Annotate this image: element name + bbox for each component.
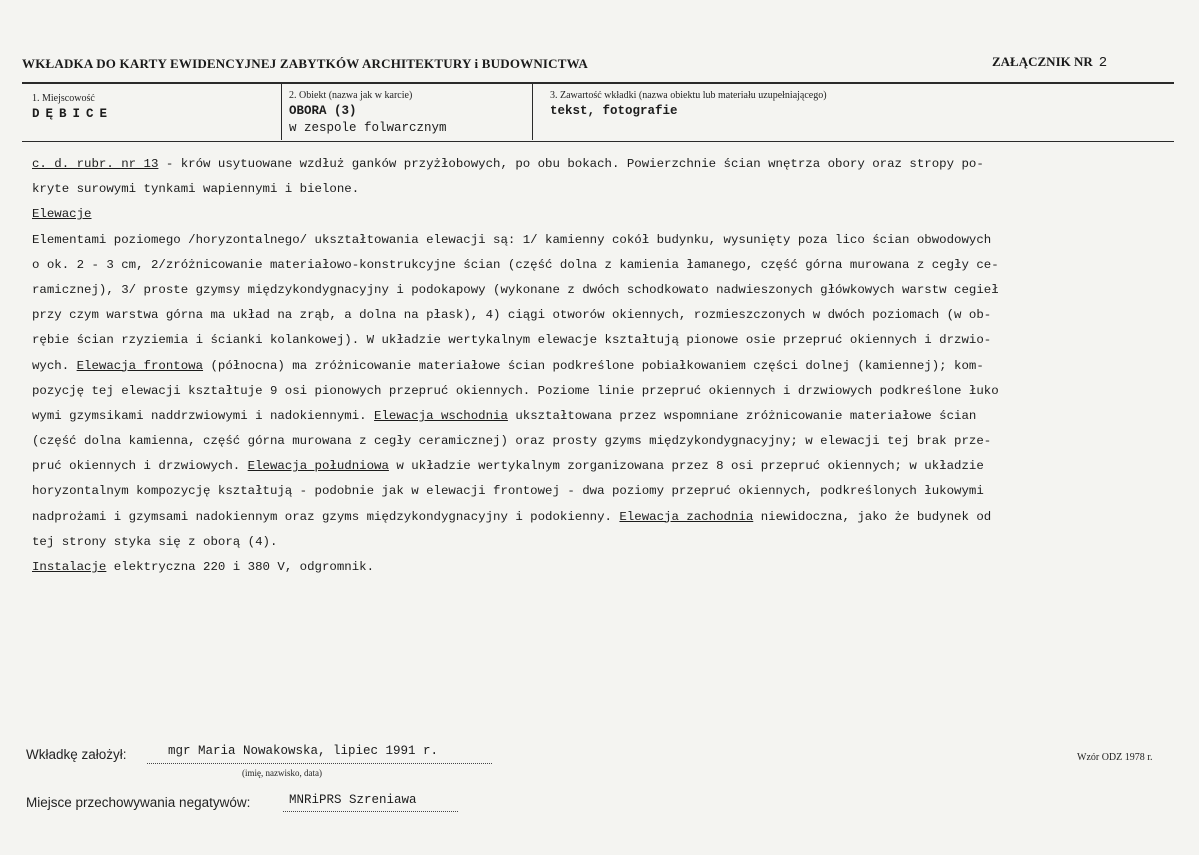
text-line bbox=[32, 253, 1182, 278]
text-segment: wymi gzymsikami naddrzwiowymi i nadokiennymi. bbox=[32, 408, 375, 423]
text-segment: tej strony styka się z oborą (4). bbox=[32, 534, 278, 549]
field-divider-1 bbox=[281, 84, 282, 140]
founder-label: Wkładkę założył: bbox=[26, 747, 127, 762]
negatives-label: Miejsce przechowywania negatywów: bbox=[26, 795, 251, 810]
document-title: WKŁADKA DO KARTY EWIDENCYJNEJ ZABYTKÓW ARCHITEKTURY i BUDOWNICTWA bbox=[22, 56, 588, 71]
locality-value: DĘBICE bbox=[32, 107, 114, 121]
locality-label: 1. Miejscowość bbox=[32, 93, 95, 104]
section-heading: Elewacja frontowa bbox=[76, 358, 204, 373]
contents-label: 3. Zawartość wkładki (nazwa obiektu lub materiału uzupełniającego) bbox=[550, 90, 827, 101]
annex-number: 2 bbox=[1098, 55, 1108, 71]
fields-rule bbox=[22, 141, 1174, 142]
object-value-line1: OBORA (3) bbox=[289, 104, 357, 118]
founder-dotted-line bbox=[147, 763, 492, 764]
object-value-line2: w zespole folwarcznym bbox=[289, 121, 447, 135]
text-segment: kryte surowymi tynkami wapiennymi i bielone. bbox=[32, 182, 360, 197]
text-line bbox=[32, 152, 1182, 177]
text-line bbox=[32, 379, 1182, 404]
section-heading: Elewacje bbox=[32, 207, 92, 222]
section-heading: Instalacje bbox=[32, 560, 107, 574]
text-segment: elektryczna 220 i 380 V, odgromnik. bbox=[106, 560, 375, 574]
text-segment: nadprożami i gzymsami nadokiennym oraz gzyms międzykondygnacyjny i podokienny. bbox=[32, 509, 620, 524]
text-segment: - krów usytuowane wzdłuż ganków przyżłobowych, po obu bokach. Powierzchnie ścian wnętrza obory oraz stropy po- bbox=[158, 157, 984, 171]
text-segment: pozycję tej elewacji kształtuje 9 osi pionowych przepruć okiennych. Poziome linie przepruć okiennych i drzwiowych podkreślone łuko bbox=[32, 383, 999, 398]
text-segment: niewidoczna, jako że budynek od bbox=[753, 509, 992, 524]
text-line bbox=[32, 530, 1182, 555]
text-line bbox=[32, 202, 1182, 227]
text-segment: (północna) ma zróżnicowanie materiałowe ścian podkreślone pobiałkowaniem części dolnej (kamiennej); kom- bbox=[203, 358, 984, 373]
text-segment: Elementami poziomego /horyzontalnego/ ukształtowania elewacji są: 1/ kamienny cokół budynku, wysunięty poza lico ścian obwodowych bbox=[32, 232, 992, 247]
annex-label: ZAŁĄCZNIK NR bbox=[992, 54, 1093, 69]
section-heading: c. d. rubr. nr 13 bbox=[32, 157, 159, 171]
text-segment: wych. bbox=[32, 358, 77, 373]
header-rule bbox=[22, 82, 1174, 84]
text-line bbox=[32, 505, 1182, 530]
text-line bbox=[32, 404, 1182, 429]
description-text bbox=[32, 152, 1182, 580]
text-segment: ukształtowana przez wspomniane zróżnicowanie materiałowe ścian bbox=[507, 408, 977, 423]
negatives-value: MNRiPRS Szreniawa bbox=[289, 793, 417, 807]
text-line bbox=[32, 555, 1182, 580]
object-label: 2. Obiekt (nazwa jak w karcie) bbox=[289, 90, 413, 101]
text-line bbox=[32, 328, 1182, 353]
section-heading: Elewacja południowa bbox=[247, 459, 389, 474]
text-line bbox=[32, 177, 1182, 202]
field-divider-2 bbox=[532, 84, 533, 140]
text-line bbox=[32, 303, 1182, 328]
text-segment: pruć okiennych i drzwiowych. bbox=[32, 459, 248, 474]
text-segment: ramicznej), 3/ proste gzymsy międzykondygnacyjny i podokapowy (wykonane z dwóch schodkowato nadwieszonych główkowych warstw cegieł bbox=[32, 282, 999, 297]
text-line bbox=[32, 479, 1182, 504]
founder-caption: (imię, nazwisko, data) bbox=[242, 768, 322, 778]
text-segment: (część dolna kamienna, część górna murowana z cegły ceramicznej) oraz prosty gzyms międzykondygnacyjny; w elewacji tej brak prze- bbox=[32, 434, 992, 449]
section-heading: Elewacja wschodnia bbox=[374, 408, 508, 423]
negatives-dotted-line bbox=[283, 811, 458, 812]
annex-label-group bbox=[992, 54, 1107, 71]
text-line bbox=[32, 454, 1182, 479]
text-line bbox=[32, 278, 1182, 303]
form-mark: Wzór ODZ 1978 r. bbox=[1077, 752, 1153, 763]
text-segment: rębie ścian rzyziemia i ścianki kolankowej). W układzie wertykalnym elewacje kształtują pionowe osie przepruć okiennych i drzwio- bbox=[32, 333, 992, 348]
text-segment: przy czym warstwa górna ma układ na zrąb, a dolna na płask), 4) ciągi otworów okiennych, rozmieszczonych w dwóch poziomach (w ob- bbox=[32, 308, 992, 323]
text-line bbox=[32, 429, 1182, 454]
section-heading: Elewacja zachodnia bbox=[619, 509, 754, 524]
founder-value: mgr Maria Nowakowska, lipiec 1991 r. bbox=[168, 744, 439, 758]
text-line bbox=[32, 354, 1182, 379]
text-segment: w układzie wertykalnym zorganizowana przez 8 osi przepruć okiennych; w układzie bbox=[388, 459, 984, 474]
text-segment: horyzontalnym kompozycję kształtują - podobnie jak w elewacji frontowej - dwa poziomy przepruć okiennych, podkreślonych łukowymi bbox=[32, 484, 984, 499]
text-line bbox=[32, 228, 1182, 253]
contents-value: tekst, fotografie bbox=[550, 104, 678, 118]
text-segment: o ok. 2 - 3 cm, 2/zróżnicowanie materiałowo-konstrukcyjne ścian (część dolna z kamienia łamanego, część górna murowana z cegły ce- bbox=[32, 257, 999, 272]
